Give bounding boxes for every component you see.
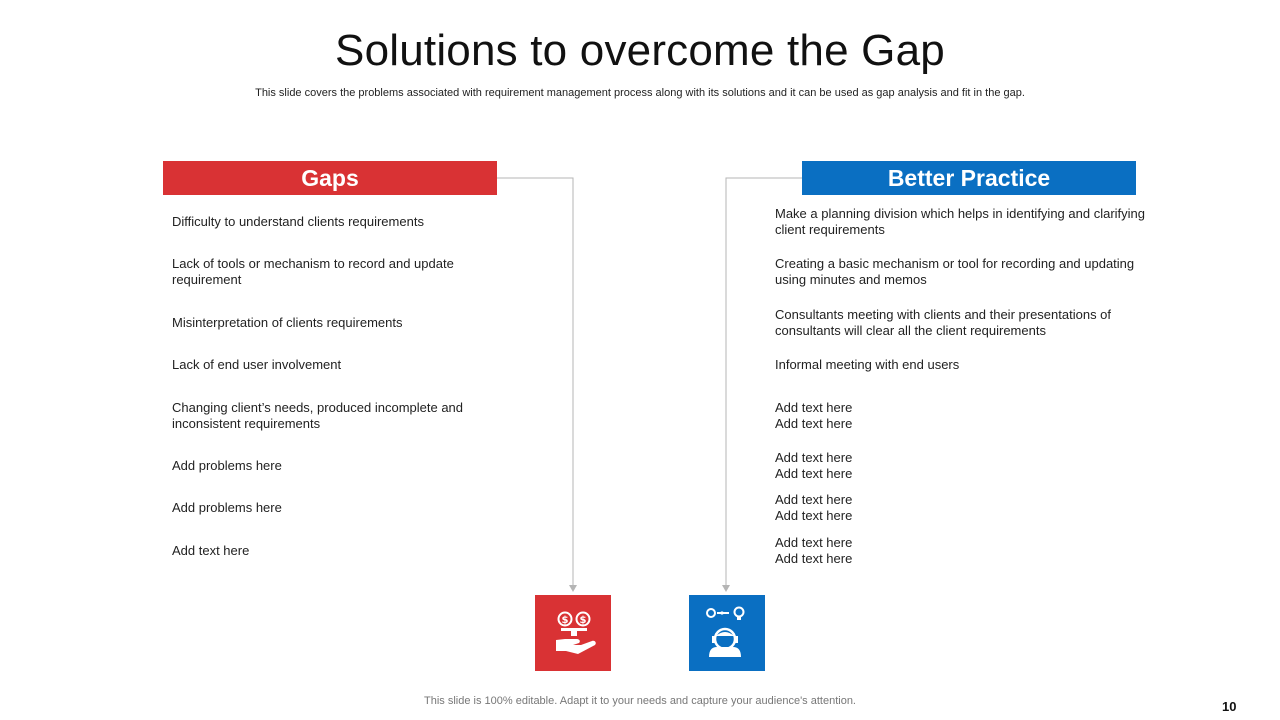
practice-item: Consultants meeting with clients and their presentations of consultants will clear all the client requirements bbox=[775, 307, 1112, 338]
gap-item: Add problems here bbox=[172, 500, 282, 515]
footer-note: This slide is 100% editable. Adapt it to your needs and capture your audience's attention. bbox=[424, 695, 856, 707]
practice-item: Creating a basic mechanism or tool for recording and updating using minutes and memos bbox=[775, 256, 1135, 287]
gap-item: Misinterpretation of clients requirements bbox=[172, 315, 403, 330]
slide-subtitle: This slide covers the problems associated with requirement management process along with its solutions and it can be used as gap analysis and fit in the gap. bbox=[255, 87, 1025, 99]
slide-title: Solutions to overcome the Gap bbox=[335, 26, 945, 75]
better-icon-box bbox=[689, 595, 765, 671]
svg-text:$: $ bbox=[561, 615, 569, 626]
gap-item: Difficulty to understand clients requirements bbox=[172, 214, 424, 229]
gap-item: Add text here bbox=[172, 543, 250, 558]
better-connector-line bbox=[726, 178, 802, 588]
gaps-connector-line bbox=[497, 178, 573, 588]
money-hand-icon bbox=[535, 595, 611, 671]
gaps-header: Gaps bbox=[163, 161, 497, 195]
gaps-arrowhead bbox=[569, 585, 577, 592]
page-number: 10 bbox=[1222, 699, 1237, 714]
better-arrowhead bbox=[722, 585, 730, 592]
practice-item: Add text here Add text here bbox=[775, 450, 853, 481]
gap-item: Lack of tools or mechanism to record and update requirement bbox=[172, 256, 454, 287]
practice-item: Add text here Add text here bbox=[775, 400, 853, 431]
gap-item: Add problems here bbox=[172, 458, 282, 473]
practice-item: Add text here Add text here bbox=[775, 535, 853, 566]
gaps-icon-box bbox=[535, 595, 611, 671]
svg-text:$: $ bbox=[579, 615, 587, 626]
better-practice-header: Better Practice bbox=[802, 161, 1136, 195]
practice-item: Informal meeting with end users bbox=[775, 357, 960, 372]
gap-item: Lack of end user involvement bbox=[172, 357, 342, 372]
gap-item: Changing client’s needs, produced incomplete and inconsistent requirements bbox=[172, 400, 464, 431]
person-ideas-icon bbox=[689, 595, 765, 671]
practice-item: Add text here Add text here bbox=[775, 492, 853, 523]
practice-item: Make a planning division which helps in identifying and clarifying client requirements bbox=[775, 206, 1145, 237]
